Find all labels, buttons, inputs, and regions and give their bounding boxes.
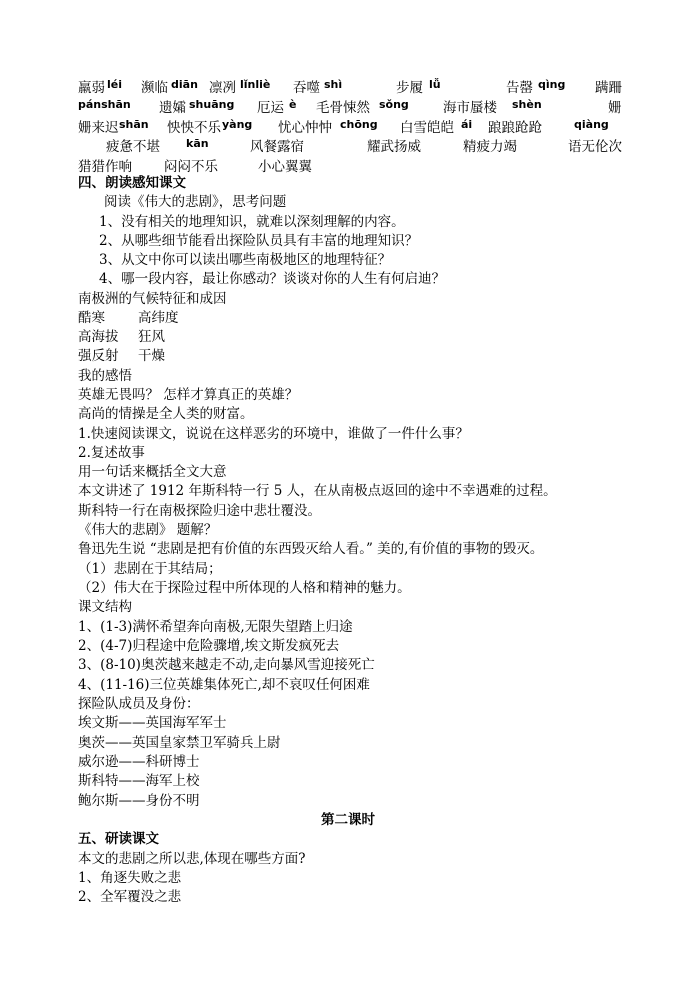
section-5-title: 五、研读课文 (78, 831, 159, 847)
vocab-word: 凛冽 (209, 80, 236, 96)
vocab-pinyin: diān (171, 78, 198, 91)
vocab-row-4 (78, 135, 623, 154)
vocab-word: 忧心忡忡 (278, 120, 332, 136)
vocab-word: 小心翼翼 (258, 159, 312, 175)
vocab-word: 疲惫不堪 (106, 139, 160, 155)
vocab-word: 毛骨悚然 (316, 100, 370, 116)
structure-item: 4、(11-16)三位英雄集体死亡,却不哀叹任何困难 (78, 677, 370, 693)
climate-cause: 狂风 (138, 329, 165, 345)
lu-xun-quote: 鲁迅先生说 “悲剧是把有价值的东西毁灭给人看。” 美的,有价值的事物的毁灭。 (78, 541, 544, 557)
vocab-word: 姗来迟 (78, 120, 119, 136)
section-5-intro: 本文的悲剧之所以悲,体现在哪些方面? (78, 851, 306, 867)
reflection-title: 我的感悟 (78, 368, 132, 384)
vocab-pinyin: shuāng (189, 98, 235, 111)
reflection-statement: 高尚的情操是全人类的财富。 (78, 406, 254, 422)
climate-title: 南极洲的气候特征和成因 (78, 291, 227, 307)
vocab-word: 耀武扬威 (367, 139, 421, 155)
vocab-pinyin: è (289, 98, 297, 111)
vocab-pinyin: shān (119, 118, 149, 131)
climate-cause: 高海拔 (78, 329, 119, 345)
vocab-word: 蹒跚 (595, 80, 622, 96)
vocab-pinyin: pánshān (78, 98, 131, 111)
vocab-pinyin: qiàng (574, 118, 609, 131)
vocab-word: 厄运 (257, 100, 284, 116)
vocab-row-1 (78, 76, 623, 95)
climate-cause: 高纬度 (138, 310, 179, 326)
analysis-point: （2）伟大在于探险过程中所体现的人格和精神的魅力。 (78, 580, 411, 596)
reading-task: 1.快速阅读课文，说说在这样恶劣的环境中，谁做了一件什么事？ (78, 426, 469, 442)
vocab-pinyin: léi (107, 78, 123, 91)
vocab-word: 濒临 (141, 80, 168, 96)
question-item: 3、从文中你可以读出哪些南极地区的地理特征？ (99, 252, 392, 268)
vocab-pinyin: ái (461, 118, 473, 131)
lesson-2-title: 第二课时 (321, 812, 375, 828)
members-title: 探险队成员及身份： (78, 696, 200, 712)
reading-task: 2.复述故事 (78, 445, 145, 461)
summary-title: 用一句话来概括全文大意 (78, 464, 227, 480)
vocab-word: 吞噬 (293, 80, 320, 96)
vocab-word: 告罄 (506, 80, 533, 96)
structure-item: 3、(8-10)奥茨越来越走不动,走向暴风雪迎接死亡 (78, 657, 375, 673)
vocab-pinyin: kān (186, 137, 209, 150)
analysis-point: （1）悲剧在于其结局； (78, 561, 222, 577)
vocab-word: 羸弱 (78, 80, 105, 96)
vocab-word: 闷闷不乐 (164, 159, 218, 175)
vocab-pinyin: chōng (340, 118, 378, 131)
member-item: 威尔逊——科研博士 (78, 754, 200, 770)
section-4-title: 四、朗读感知课文 (78, 175, 186, 191)
vocab-pinyin: yàng (222, 118, 253, 131)
vocab-word: 语无伦次 (568, 139, 622, 155)
title-analysis-heading: 《伟大的悲剧》 题解？ (78, 522, 218, 538)
vocab-pinyin: shì (324, 78, 343, 91)
climate-cause: 干燥 (138, 348, 165, 364)
vocab-row-3 (78, 116, 623, 135)
vocab-word: 步履 (396, 80, 423, 96)
member-item: 斯科特——海军上校 (78, 773, 200, 789)
vocab-pinyin: sǒng (379, 98, 409, 111)
vocab-pinyin: shèn (512, 98, 542, 111)
vocab-word: 风餐露宿 (250, 139, 304, 155)
climate-cause: 酷寒 (78, 310, 105, 326)
member-item: 奥茨——英国皇家禁卫军骑兵上尉 (78, 735, 281, 751)
vocab-pinyin: lǐnliè (240, 78, 271, 91)
vocab-word: 白雪皑皑 (400, 120, 454, 136)
vocab-word: 踉踉跄跄 (488, 120, 542, 136)
section-5-item: 1、角逐失败之悲 (78, 870, 182, 886)
question-item: 4、哪一段内容，最让你感动？谈谈对你的人生有何启迪？ (99, 271, 446, 287)
section-5-item: 2、全军覆没之悲 (78, 889, 182, 905)
member-item: 埃文斯——英国海军军士 (78, 715, 227, 731)
summary-text: 斯科特一行在南极探险归途中悲壮覆没。 (78, 503, 321, 519)
summary-text: 本文讲述了 1912 年斯科特一行 5 人，在从南极点返回的途中不幸遇难的过程。 (78, 483, 557, 499)
reflection-question: 英雄无畏吗？ 怎样才算真正的英雄？ (78, 387, 299, 403)
vocab-pinyin: qìng (538, 78, 566, 91)
climate-cause: 强反射 (78, 348, 119, 364)
vocab-row-2 (78, 96, 623, 115)
vocab-word: 遗孀 (159, 100, 186, 116)
vocab-pinyin: lǚ (429, 78, 441, 91)
structure-item: 2、(4-7)归程途中危险骤增,埃文斯发疯死去 (78, 638, 340, 654)
question-item: 1、没有相关的地理知识，就难以深刻理解的内容。 (99, 214, 405, 230)
vocab-word: 海市蜃楼 (443, 100, 497, 116)
vocab-word: 精疲力竭 (463, 139, 517, 155)
member-item: 鲍尔斯——身份不明 (78, 793, 200, 809)
structure-item: 1、(1-3)满怀希望奔向南极,无限失望踏上归途 (78, 619, 353, 635)
structure-title: 课文结构 (78, 599, 132, 615)
vocab-row-5 (78, 155, 623, 174)
vocab-word: 怏怏不乐 (167, 120, 221, 136)
question-item: 2、从哪些细节能看出探险队员具有丰富的地理知识？ (99, 233, 419, 249)
section-4-intro: 阅读《伟大的悲剧》，思考问题 (104, 194, 287, 210)
vocab-word: 姗 (608, 100, 622, 116)
vocab-word: 猎猎作响 (78, 159, 132, 175)
